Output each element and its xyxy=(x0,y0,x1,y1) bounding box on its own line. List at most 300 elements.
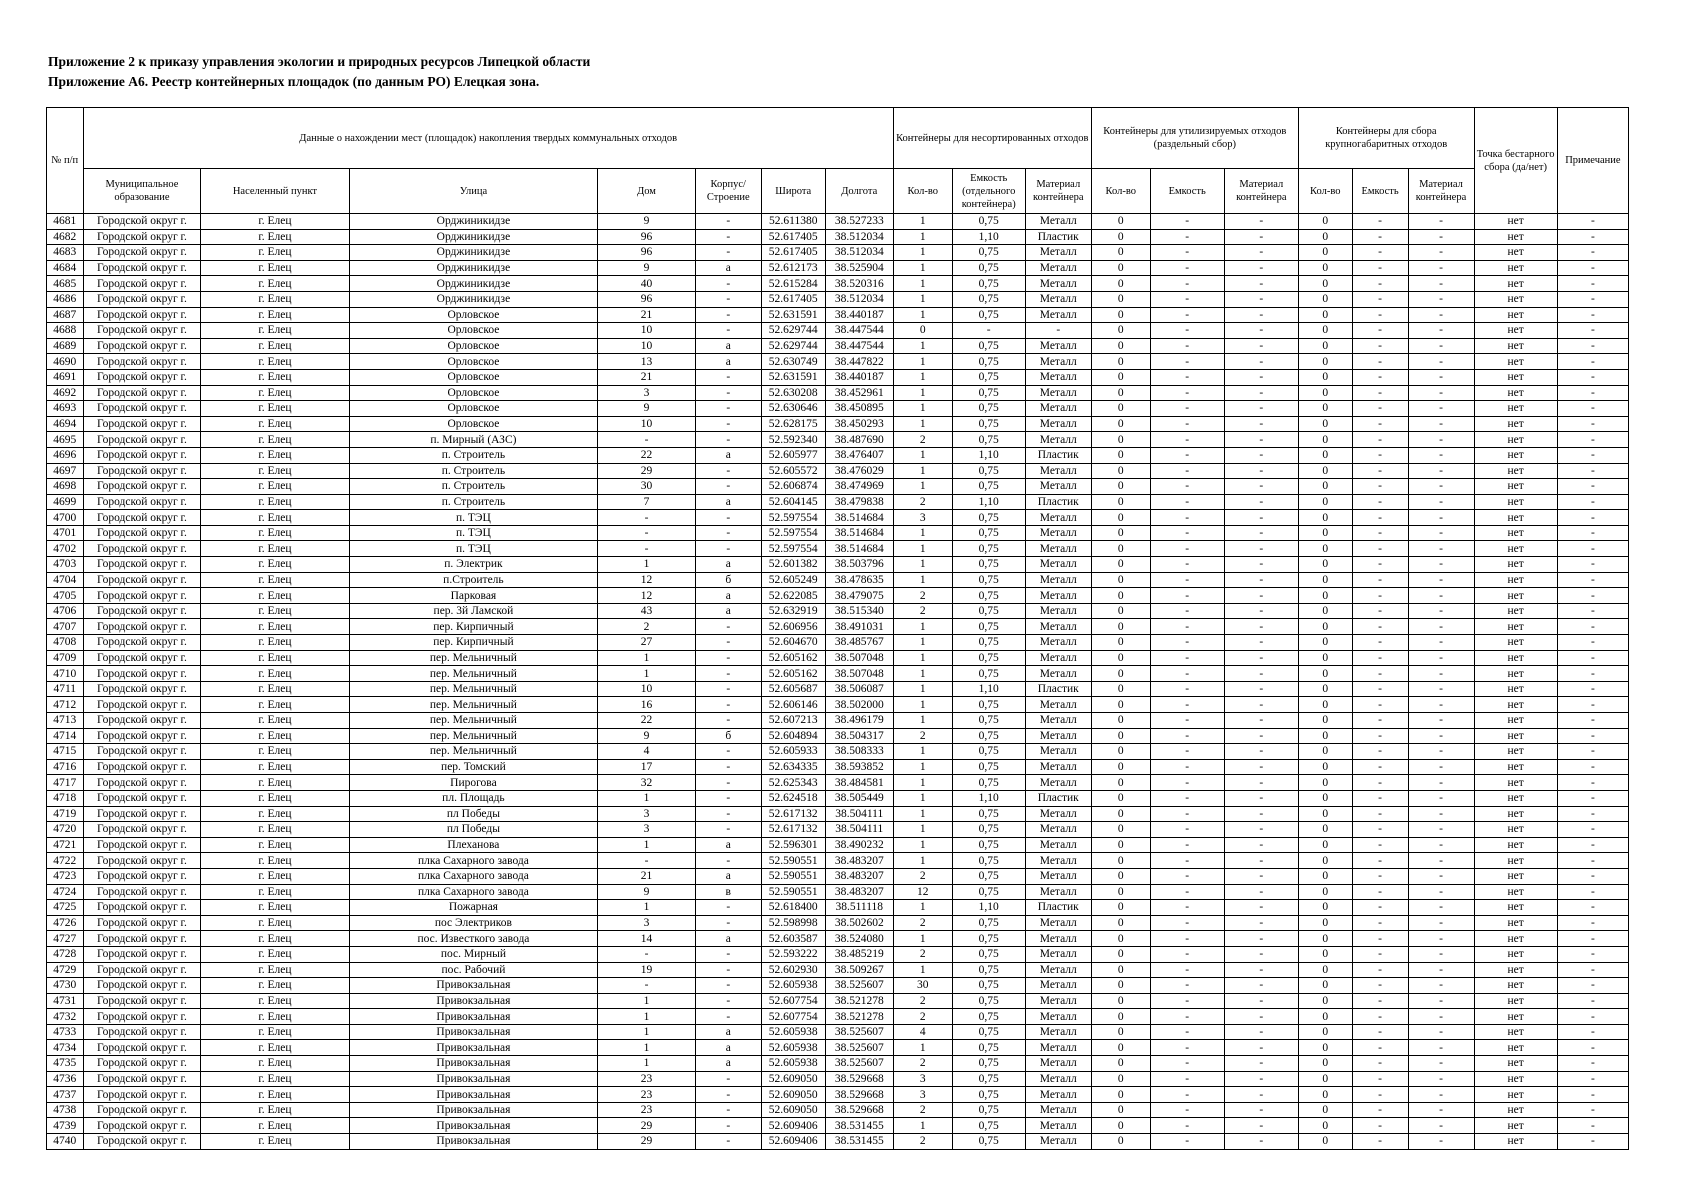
unsorted-count-cell: 1 xyxy=(893,338,952,354)
street-cell: плка Сахарного завода xyxy=(349,884,598,900)
settlement-cell: г. Елец xyxy=(201,276,349,292)
recycle-count-cell: 0 xyxy=(1091,1071,1150,1087)
table-row xyxy=(47,853,1629,869)
street-cell: пер. Мельничный xyxy=(349,744,598,760)
unsorted-material-cell: Металл xyxy=(1025,759,1091,775)
note-cell: - xyxy=(1557,323,1628,339)
house-cell: 9 xyxy=(598,884,695,900)
latitude-cell: 52.629744 xyxy=(761,323,825,339)
note-cell: - xyxy=(1557,806,1628,822)
street-cell: пл. Площадь xyxy=(349,790,598,806)
unsorted-count-cell: 2 xyxy=(893,868,952,884)
recycle-capacity-cell: - xyxy=(1150,790,1224,806)
unsorted-count-cell: 1 xyxy=(893,1040,952,1056)
note-cell: - xyxy=(1557,822,1628,838)
street-cell: пер. Кирпичный xyxy=(349,619,598,635)
note-cell: - xyxy=(1557,1040,1628,1056)
street-cell: Орджиникидзе xyxy=(349,229,598,245)
unsorted-count-cell: 1 xyxy=(893,525,952,541)
settlement-cell: г. Елец xyxy=(201,369,349,385)
street-cell: пер. Мельничный xyxy=(349,728,598,744)
latitude-cell: 52.605572 xyxy=(761,463,825,479)
street-cell: Привокзальная xyxy=(349,1024,598,1040)
unsorted-material-cell: Металл xyxy=(1025,697,1091,713)
note-cell: - xyxy=(1557,557,1628,573)
settlement-cell: г. Елец xyxy=(201,463,349,479)
recycle-count-cell: 0 xyxy=(1091,291,1150,307)
longitude-cell: 38.447544 xyxy=(825,323,893,339)
municipality-cell: Городской округ г. xyxy=(83,510,201,526)
note-cell: - xyxy=(1557,650,1628,666)
note-cell: - xyxy=(1557,447,1628,463)
bulky-material-cell: - xyxy=(1408,354,1474,370)
recycle-count-cell: 0 xyxy=(1091,276,1150,292)
unsorted-count-cell: 1 xyxy=(893,619,952,635)
containerless-cell: нет xyxy=(1474,635,1557,651)
containerless-cell: нет xyxy=(1474,1071,1557,1087)
longitude-cell: 38.531455 xyxy=(825,1134,893,1150)
unsorted-count-cell: 1 xyxy=(893,697,952,713)
recycle-count-cell: 0 xyxy=(1091,525,1150,541)
longitude-cell: 38.479838 xyxy=(825,494,893,510)
header-bulky-count: Кол-во xyxy=(1298,169,1352,214)
house-cell: 14 xyxy=(598,931,695,947)
unsorted-count-cell: 1 xyxy=(893,635,952,651)
latitude-cell: 52.604894 xyxy=(761,728,825,744)
containerless-cell: нет xyxy=(1474,1024,1557,1040)
municipality-cell: Городской округ г. xyxy=(83,1102,201,1118)
settlement-cell: г. Елец xyxy=(201,338,349,354)
bulky-count-cell: 0 xyxy=(1298,214,1352,230)
longitude-cell: 38.491031 xyxy=(825,619,893,635)
recycle-count-cell: 0 xyxy=(1091,1087,1150,1103)
recycle-material-cell: - xyxy=(1224,557,1298,573)
recycle-capacity-cell: - xyxy=(1150,354,1224,370)
table-row xyxy=(47,401,1629,417)
table-row xyxy=(47,1056,1629,1072)
unsorted-capacity-cell: 0,75 xyxy=(952,479,1025,495)
latitude-cell: 52.605938 xyxy=(761,1024,825,1040)
header-bulky-group: Контейнеры для сбора крупногабаритных отходов xyxy=(1298,108,1474,169)
unsorted-capacity-cell: 0,75 xyxy=(952,385,1025,401)
street-cell: пл Победы xyxy=(349,806,598,822)
containerless-cell: нет xyxy=(1474,681,1557,697)
latitude-cell: 52.590551 xyxy=(761,853,825,869)
table-row xyxy=(47,245,1629,261)
unsorted-capacity-cell: 0,75 xyxy=(952,666,1025,682)
unsorted-material-cell: Металл xyxy=(1025,1056,1091,1072)
bulky-capacity-cell: - xyxy=(1352,369,1408,385)
unsorted-material-cell: Металл xyxy=(1025,915,1091,931)
unsorted-material-cell: Металл xyxy=(1025,884,1091,900)
unsorted-count-cell: 1 xyxy=(893,260,952,276)
recycle-count-cell: 0 xyxy=(1091,1102,1150,1118)
recycle-count-cell: 0 xyxy=(1091,806,1150,822)
containerless-cell: нет xyxy=(1474,291,1557,307)
street-cell: п. ТЭЦ xyxy=(349,541,598,557)
bulky-count-cell: 0 xyxy=(1298,697,1352,713)
bulky-count-cell: 0 xyxy=(1298,338,1352,354)
street-cell: пер. Томский xyxy=(349,759,598,775)
house-cell: 43 xyxy=(598,603,695,619)
municipality-cell: Городской округ г. xyxy=(83,276,201,292)
unsorted-material-cell: Металл xyxy=(1025,401,1091,417)
latitude-cell: 52.603587 xyxy=(761,931,825,947)
recycle-material-cell: - xyxy=(1224,900,1298,916)
recycle-capacity-cell: - xyxy=(1150,822,1224,838)
row-number: 4706 xyxy=(47,603,84,619)
recycle-count-cell: 0 xyxy=(1091,931,1150,947)
recycle-count-cell: 0 xyxy=(1091,900,1150,916)
house-cell: 1 xyxy=(598,993,695,1009)
house-cell: 23 xyxy=(598,1102,695,1118)
unsorted-capacity-cell: 0,75 xyxy=(952,1087,1025,1103)
note-cell: - xyxy=(1557,884,1628,900)
longitude-cell: 38.529668 xyxy=(825,1071,893,1087)
bulky-material-cell: - xyxy=(1408,479,1474,495)
unsorted-material-cell: Металл xyxy=(1025,619,1091,635)
bulky-capacity-cell: - xyxy=(1352,588,1408,604)
recycle-capacity-cell: - xyxy=(1150,1056,1224,1072)
longitude-cell: 38.504317 xyxy=(825,728,893,744)
bulky-capacity-cell: - xyxy=(1352,510,1408,526)
containerless-cell: нет xyxy=(1474,557,1557,573)
unsorted-count-cell: 1 xyxy=(893,962,952,978)
unsorted-capacity-cell: 0,75 xyxy=(952,946,1025,962)
recycle-material-cell: - xyxy=(1224,291,1298,307)
recycle-capacity-cell: - xyxy=(1150,837,1224,853)
containerless-cell: нет xyxy=(1474,432,1557,448)
header-row-groups xyxy=(47,108,1629,169)
unsorted-count-cell: 2 xyxy=(893,993,952,1009)
settlement-cell: г. Елец xyxy=(201,1056,349,1072)
latitude-cell: 52.624518 xyxy=(761,790,825,806)
unsorted-capacity-cell: 0,75 xyxy=(952,728,1025,744)
bulky-capacity-cell: - xyxy=(1352,214,1408,230)
bulky-capacity-cell: - xyxy=(1352,1134,1408,1150)
recycle-material-cell: - xyxy=(1224,385,1298,401)
header-recycle-group: Контейнеры для утилизируемых отходов (раздельный сбор) xyxy=(1091,108,1298,169)
unsorted-capacity-cell: 1,10 xyxy=(952,494,1025,510)
house-cell: 1 xyxy=(598,837,695,853)
recycle-capacity-cell: - xyxy=(1150,385,1224,401)
building-cell: а xyxy=(695,588,761,604)
recycle-capacity-cell: - xyxy=(1150,650,1224,666)
unsorted-capacity-cell: 0,75 xyxy=(952,1040,1025,1056)
bulky-capacity-cell: - xyxy=(1352,260,1408,276)
house-cell: 96 xyxy=(598,291,695,307)
bulky-material-cell: - xyxy=(1408,1134,1474,1150)
bulky-capacity-cell: - xyxy=(1352,1118,1408,1134)
containerless-cell: нет xyxy=(1474,369,1557,385)
unsorted-material-cell: Металл xyxy=(1025,822,1091,838)
unsorted-material-cell: Металл xyxy=(1025,307,1091,323)
bulky-material-cell: - xyxy=(1408,276,1474,292)
street-cell: п. Строитель xyxy=(349,494,598,510)
table-row xyxy=(47,369,1629,385)
latitude-cell: 52.607213 xyxy=(761,713,825,729)
longitude-cell: 38.440187 xyxy=(825,307,893,323)
row-number: 4723 xyxy=(47,868,84,884)
bulky-capacity-cell: - xyxy=(1352,884,1408,900)
house-cell: 1 xyxy=(598,790,695,806)
bulky-material-cell: - xyxy=(1408,603,1474,619)
note-cell: - xyxy=(1557,260,1628,276)
recycle-material-cell: - xyxy=(1224,245,1298,261)
bulky-material-cell: - xyxy=(1408,494,1474,510)
unsorted-material-cell: Металл xyxy=(1025,541,1091,557)
row-number: 4688 xyxy=(47,323,84,339)
street-cell: Орджиникидзе xyxy=(349,245,598,261)
containerless-cell: нет xyxy=(1474,510,1557,526)
bulky-count-cell: 0 xyxy=(1298,884,1352,900)
unsorted-capacity-cell: 0,75 xyxy=(952,588,1025,604)
row-number: 4684 xyxy=(47,260,84,276)
settlement-cell: г. Елец xyxy=(201,853,349,869)
longitude-cell: 38.525904 xyxy=(825,260,893,276)
unsorted-count-cell: 2 xyxy=(893,1134,952,1150)
bulky-capacity-cell: - xyxy=(1352,775,1408,791)
bulky-material-cell: - xyxy=(1408,525,1474,541)
row-number: 4728 xyxy=(47,946,84,962)
unsorted-material-cell: Металл xyxy=(1025,479,1091,495)
longitude-cell: 38.476029 xyxy=(825,463,893,479)
unsorted-material-cell: Металл xyxy=(1025,260,1091,276)
recycle-count-cell: 0 xyxy=(1091,416,1150,432)
settlement-cell: г. Елец xyxy=(201,1071,349,1087)
building-cell: - xyxy=(695,946,761,962)
bulky-material-cell: - xyxy=(1408,635,1474,651)
unsorted-count-cell: 0 xyxy=(893,323,952,339)
bulky-count-cell: 0 xyxy=(1298,744,1352,760)
latitude-cell: 52.605977 xyxy=(761,447,825,463)
recycle-material-cell: - xyxy=(1224,588,1298,604)
unsorted-capacity-cell: 0,75 xyxy=(952,338,1025,354)
municipality-cell: Городской округ г. xyxy=(83,915,201,931)
unsorted-material-cell: Металл xyxy=(1025,588,1091,604)
unsorted-capacity-cell: 0,75 xyxy=(952,603,1025,619)
bulky-material-cell: - xyxy=(1408,806,1474,822)
recycle-capacity-cell: - xyxy=(1150,1071,1224,1087)
bulky-count-cell: 0 xyxy=(1298,369,1352,385)
bulky-material-cell: - xyxy=(1408,385,1474,401)
containerless-cell: нет xyxy=(1474,401,1557,417)
recycle-capacity-cell: - xyxy=(1150,260,1224,276)
recycle-capacity-cell: - xyxy=(1150,744,1224,760)
bulky-capacity-cell: - xyxy=(1352,697,1408,713)
house-cell: 23 xyxy=(598,1087,695,1103)
longitude-cell: 38.514684 xyxy=(825,510,893,526)
latitude-cell: 52.606956 xyxy=(761,619,825,635)
row-number: 4721 xyxy=(47,837,84,853)
longitude-cell: 38.476407 xyxy=(825,447,893,463)
bulky-count-cell: 0 xyxy=(1298,401,1352,417)
table-row xyxy=(47,385,1629,401)
street-cell: п. Мирный (АЗС) xyxy=(349,432,598,448)
recycle-count-cell: 0 xyxy=(1091,759,1150,775)
unsorted-capacity-cell: 0,75 xyxy=(952,276,1025,292)
table-row xyxy=(47,572,1629,588)
longitude-cell: 38.527233 xyxy=(825,214,893,230)
longitude-cell: 38.490232 xyxy=(825,837,893,853)
building-cell: - xyxy=(695,666,761,682)
note-cell: - xyxy=(1557,354,1628,370)
bulky-count-cell: 0 xyxy=(1298,635,1352,651)
note-cell: - xyxy=(1557,900,1628,916)
house-cell: 29 xyxy=(598,463,695,479)
row-number: 4702 xyxy=(47,541,84,557)
unsorted-capacity-cell: 1,10 xyxy=(952,229,1025,245)
latitude-cell: 52.602930 xyxy=(761,962,825,978)
municipality-cell: Городской округ г. xyxy=(83,432,201,448)
recycle-capacity-cell: - xyxy=(1150,915,1224,931)
recycle-capacity-cell: - xyxy=(1150,572,1224,588)
unsorted-capacity-cell: 0,75 xyxy=(952,291,1025,307)
bulky-capacity-cell: - xyxy=(1352,229,1408,245)
bulky-material-cell: - xyxy=(1408,713,1474,729)
note-cell: - xyxy=(1557,697,1628,713)
note-cell: - xyxy=(1557,291,1628,307)
latitude-cell: 52.609050 xyxy=(761,1071,825,1087)
recycle-capacity-cell: - xyxy=(1150,1102,1224,1118)
building-cell: б xyxy=(695,572,761,588)
table-row xyxy=(47,463,1629,479)
unsorted-count-cell: 2 xyxy=(893,946,952,962)
recycle-count-cell: 0 xyxy=(1091,1040,1150,1056)
street-cell: пл Победы xyxy=(349,822,598,838)
building-cell: а xyxy=(695,557,761,573)
recycle-count-cell: 0 xyxy=(1091,1118,1150,1134)
note-cell: - xyxy=(1557,962,1628,978)
unsorted-material-cell: Металл xyxy=(1025,338,1091,354)
unsorted-count-cell: 1 xyxy=(893,806,952,822)
municipality-cell: Городской округ г. xyxy=(83,884,201,900)
recycle-capacity-cell: - xyxy=(1150,946,1224,962)
settlement-cell: г. Елец xyxy=(201,603,349,619)
note-cell: - xyxy=(1557,759,1628,775)
recycle-material-cell: - xyxy=(1224,463,1298,479)
bulky-count-cell: 0 xyxy=(1298,619,1352,635)
settlement-cell: г. Елец xyxy=(201,619,349,635)
row-number: 4733 xyxy=(47,1024,84,1040)
bulky-material-cell: - xyxy=(1408,993,1474,1009)
containerless-cell: нет xyxy=(1474,993,1557,1009)
table-row xyxy=(47,603,1629,619)
unsorted-count-cell: 1 xyxy=(893,229,952,245)
house-cell: 1 xyxy=(598,900,695,916)
row-number: 4709 xyxy=(47,650,84,666)
recycle-count-cell: 0 xyxy=(1091,884,1150,900)
note-cell: - xyxy=(1557,214,1628,230)
unsorted-capacity-cell: 0,75 xyxy=(952,463,1025,479)
unsorted-capacity-cell: 0,75 xyxy=(952,1102,1025,1118)
note-cell: - xyxy=(1557,510,1628,526)
longitude-cell: 38.503796 xyxy=(825,557,893,573)
longitude-cell: 38.485219 xyxy=(825,946,893,962)
containerless-cell: нет xyxy=(1474,572,1557,588)
bulky-count-cell: 0 xyxy=(1298,603,1352,619)
bulky-count-cell: 0 xyxy=(1298,1102,1352,1118)
unsorted-capacity-cell: 1,10 xyxy=(952,681,1025,697)
header-location-group: Данные о нахождении мест (площадок) накопления твердых коммунальных отходов xyxy=(83,108,893,169)
street-cell: Привокзальная xyxy=(349,1087,598,1103)
recycle-capacity-cell: - xyxy=(1150,1009,1224,1025)
recycle-material-cell: - xyxy=(1224,790,1298,806)
recycle-capacity-cell: - xyxy=(1150,666,1224,682)
unsorted-capacity-cell: 0,75 xyxy=(952,557,1025,573)
bulky-count-cell: 0 xyxy=(1298,354,1352,370)
bulky-count-cell: 0 xyxy=(1298,868,1352,884)
latitude-cell: 52.609050 xyxy=(761,1102,825,1118)
table-row xyxy=(47,557,1629,573)
row-number: 4731 xyxy=(47,993,84,1009)
longitude-cell: 38.525607 xyxy=(825,1040,893,1056)
municipality-cell: Городской округ г. xyxy=(83,775,201,791)
settlement-cell: г. Елец xyxy=(201,775,349,791)
settlement-cell: г. Елец xyxy=(201,541,349,557)
municipality-cell: Городской округ г. xyxy=(83,697,201,713)
unsorted-material-cell: Металл xyxy=(1025,1009,1091,1025)
recycle-capacity-cell: - xyxy=(1150,635,1224,651)
recycle-material-cell: - xyxy=(1224,494,1298,510)
recycle-material-cell: - xyxy=(1224,1102,1298,1118)
house-cell: 3 xyxy=(598,806,695,822)
recycle-material-cell: - xyxy=(1224,931,1298,947)
note-cell: - xyxy=(1557,385,1628,401)
recycle-material-cell: - xyxy=(1224,978,1298,994)
table-row xyxy=(47,1071,1629,1087)
containerless-cell: нет xyxy=(1474,416,1557,432)
unsorted-capacity-cell: 0,75 xyxy=(952,260,1025,276)
unsorted-count-cell: 30 xyxy=(893,978,952,994)
bulky-count-cell: 0 xyxy=(1298,494,1352,510)
longitude-cell: 38.524080 xyxy=(825,931,893,947)
header-unsorted-capacity: Емкость (отдельного контейнера) xyxy=(952,169,1025,214)
longitude-cell: 38.531455 xyxy=(825,1118,893,1134)
recycle-count-cell: 0 xyxy=(1091,868,1150,884)
containerless-cell: нет xyxy=(1474,541,1557,557)
bulky-capacity-cell: - xyxy=(1352,915,1408,931)
bulky-material-cell: - xyxy=(1408,1087,1474,1103)
longitude-cell: 38.447544 xyxy=(825,338,893,354)
house-cell: 4 xyxy=(598,744,695,760)
unsorted-count-cell: 1 xyxy=(893,790,952,806)
containerless-cell: нет xyxy=(1474,276,1557,292)
containerless-cell: нет xyxy=(1474,1118,1557,1134)
municipality-cell: Городской округ г. xyxy=(83,572,201,588)
unsorted-capacity-cell: 0,75 xyxy=(952,369,1025,385)
building-cell: а xyxy=(695,931,761,947)
containerless-cell: нет xyxy=(1474,447,1557,463)
row-number: 4691 xyxy=(47,369,84,385)
bulky-count-cell: 0 xyxy=(1298,385,1352,401)
recycle-count-cell: 0 xyxy=(1091,588,1150,604)
table-row xyxy=(47,1102,1629,1118)
unsorted-capacity-cell: 0,75 xyxy=(952,214,1025,230)
table-row xyxy=(47,868,1629,884)
longitude-cell: 38.521278 xyxy=(825,993,893,1009)
unsorted-material-cell: Пластик xyxy=(1025,790,1091,806)
header-unsorted-group: Контейнеры для несортированных отходов xyxy=(893,108,1091,169)
header-recycle-capacity: Емкость xyxy=(1150,169,1224,214)
latitude-cell: 52.607754 xyxy=(761,1009,825,1025)
unsorted-capacity-cell: 0,75 xyxy=(952,525,1025,541)
containerless-cell: нет xyxy=(1474,900,1557,916)
bulky-count-cell: 0 xyxy=(1298,962,1352,978)
recycle-count-cell: 0 xyxy=(1091,245,1150,261)
unsorted-material-cell: Металл xyxy=(1025,525,1091,541)
house-cell: 1 xyxy=(598,1056,695,1072)
